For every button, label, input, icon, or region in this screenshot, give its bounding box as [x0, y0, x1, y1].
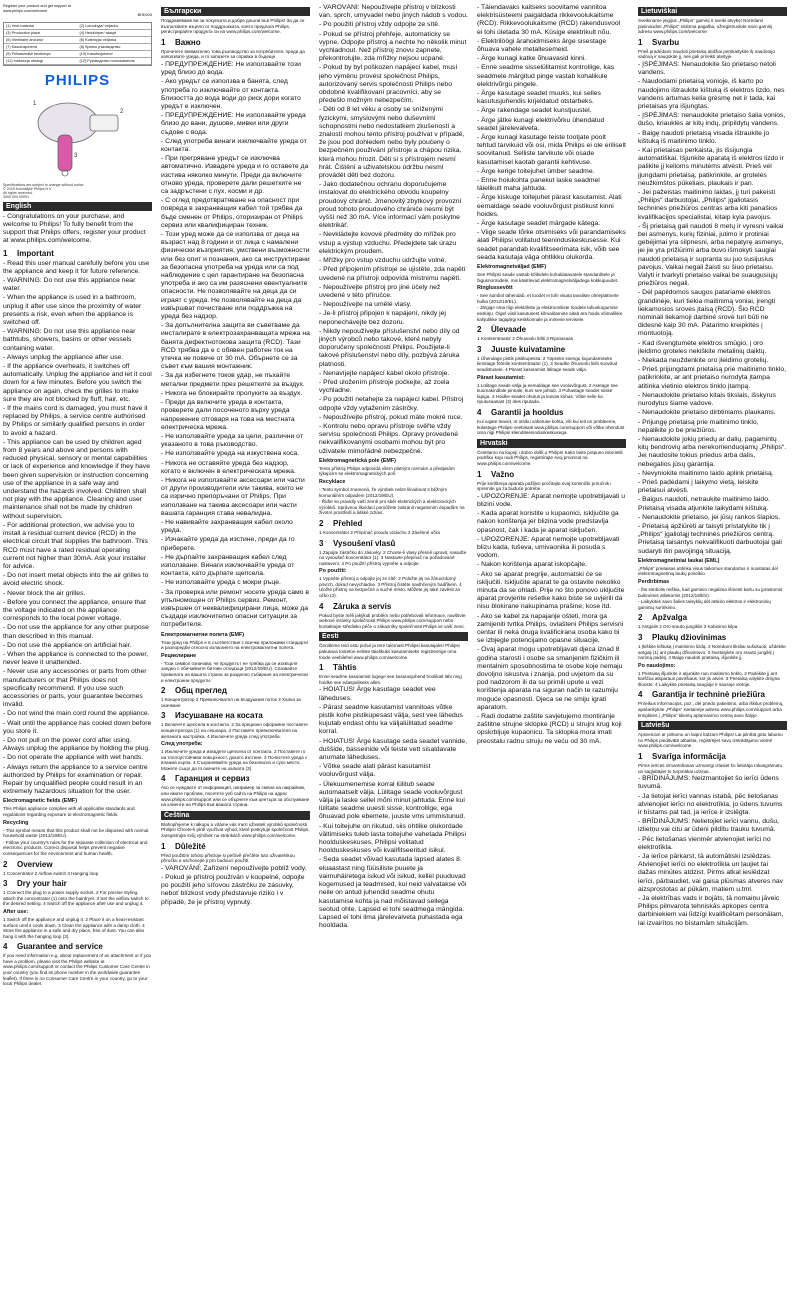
- small-paragraph: 1 Koncentrátor 2 Přepínač proudu vzduchu 3 Závěsné očko: [319, 529, 441, 535]
- small-paragraph: 1 Изключете уреда и извадете щепсела от контакта. 2 Поставете го на топлоустойчива повърхност, докато изстине. 3 Почистете уреда с влажна кърпа. 4 Съхранявайте уреда на безопасно и сухо място. Можете също да го окачите на халката (3).: [161, 749, 308, 771]
- section-heading: [638, 752, 787, 761]
- bullet-paragraph: - Always unplug the appliance after use.: [3, 354, 152, 362]
- small-paragraph: 1 Įkiškite kištuką į maitinimo lizdą. 2 Norėdami tiksliai sušukuoti, uždėkite antgalį (1) ant plaukų džiovintuvo. 3 Nustatykite oro srauto jungiklį į norimą padėtį. 4 Baigę naudoti prietaisą, išjunkite jį.: [638, 643, 786, 661]
- section-title: Garantii ja hooldus: [491, 408, 564, 417]
- legend-item: (8) Кратко ръководство: [78, 44, 152, 51]
- bullet-paragraph: - Enne seadme sisselülitamist kontrollige, kas seadmele märgitud pinge vastab kohalikule elektrivõrgu pingele.: [477, 64, 626, 89]
- section-title: Overview: [17, 859, 53, 869]
- small-paragraph: 1 Prietaisą išjunkite ir atjunkite nuo maitinimo tinklo. 2 Padėkite jį ant karščiui atsparaus paviršiaus, kol jis atvės. 3 Prietaisą valykite drėgna šluoste. 4 Laikykite prietaisą saugioje ir sausoje vietoje.: [638, 670, 780, 687]
- section-heading: [3, 860, 152, 869]
- bullet-paragraph: - HOIATUS! Ärge kasutage seda seadet vannide, duššide, basseinide või teiste vett sisaldavate anumate läheduses.: [319, 738, 468, 763]
- bullet-paragraph: - Niekada neuždenkite oro įleidimo grotelių.: [638, 357, 787, 365]
- bullet-paragraph: - When the appliance is used in a bathroom, unplug it after use since the proximity of water presents a risk, even when the appliance is switched off.: [3, 294, 152, 327]
- subheading: After use:: [3, 908, 29, 915]
- bullet-paragraph: - С оглед предотвратяване на опасност при повреда в захранващия кабел той трябва да бъде сменен от Philips, оторизиран от Philips сервиз или квалифициран техник.: [161, 197, 310, 230]
- small-paragraph: - This symbol means that this product shall not be disposed with normal household waste (2012/19/EU).: [3, 827, 149, 839]
- svg-text:1: 1: [32, 100, 36, 107]
- subheading: Elektromagnetväljad (EMF): [477, 264, 547, 271]
- bullet-paragraph: - VAROVÁNÍ: Zařízení nepoužívejte poblíž vody.: [161, 865, 310, 873]
- section-title: Přehled: [333, 518, 363, 528]
- bullet-paragraph: - Не използвайте уреда за цели, различни от указаното в това ръководство.: [161, 433, 310, 449]
- section-title: Важно: [175, 37, 201, 47]
- bullet-paragraph: - Always return the appliance to a service centre authorized by Philips for examination or repair. Repair by unqualified people could result in an extremely hazardous situation for the user.: [3, 764, 152, 797]
- bullet-paragraph: - Je-li přístroj připojen k napájení, nikdy jej neponechávejte bez dozoru.: [319, 310, 468, 326]
- section-title: Изсушаване на косата: [175, 711, 263, 721]
- section-heading: [161, 842, 310, 851]
- bullet-paragraph: - Jako dodatečnou ochranu doporučujeme instalovat do elektrického obvodu koupelny proudový chránič. Jmenovitý zbytkový provozní proud tohoto proudového chrániče nesmí být vyšší než 30 mA. Více informací vám poskytne elektrikář.: [319, 181, 468, 230]
- hairdryer-icon: [28, 95, 128, 177]
- small-paragraph: Поздравяваме ви за покупката и добре дошли във Philips! За да се възползвате изцяло от поддръжката, която предлага Philips, регистрирайте продукта си на www.philips.com/welcome.: [161, 18, 305, 35]
- subheading: След употреба:: [161, 741, 203, 748]
- subheading: Po použití:: [319, 568, 347, 575]
- legend-item: (5) Vientilaire ancurrur: [4, 37, 78, 44]
- svg-text:2: 2: [119, 108, 123, 115]
- section-number: 1: [3, 248, 8, 258]
- bullet-paragraph: - Prietaisą apžiūrėti ar taisyti pristatykite tik į „Philips“ įgaliotąjį techninės priežiūros centrą. Prietaisą taisantys nekvalifikuoti darbuotojai gali sudaryti itin pavojingą situaciją.: [638, 523, 787, 556]
- small-paragraph: 1 Концентратор 2 Превключвател на въздушния поток 3 Халка за окачване: [161, 697, 301, 708]
- bullet-paragraph: - Radi dodatne zaštite savjetujemo montiranje zaštitne strujne sklopke (RCD) u strujni krug koji opskrbljuje kupaonicu. Ta sklopka mora imati preostalu radnu struju ne veću od 30 mA.: [477, 713, 626, 746]
- bullet-paragraph: - Nenaudokite jokių priedų ar dalių, pagamintų kitų bendrovių arba nerekomenduojamų „Philips“. Jei naudosite tokius priedus arba dalis, nebegalios jūsų garantija.: [638, 436, 787, 469]
- bullet-paragraph: - Ако уредът се използва в банята, след употреба го изключвайте от контакта. Близостта до вода води до риск дори когато уредът е изключен.: [161, 78, 310, 111]
- footer-code: 3000 000 00091: [3, 194, 29, 199]
- section-number: 2: [477, 325, 482, 335]
- section-heading: [319, 519, 468, 528]
- footer-rights: All rights reserved.: [3, 190, 33, 195]
- small-paragraph: This Philips appliance complies with all applicable standards and regulations regarding exposure to electromagnetic fields.: [3, 806, 135, 817]
- section-heading: [477, 408, 626, 417]
- small-paragraph: Čestitamo na kupnji i dobro došli u Philips! Kako biste potpuno iskoristili podršku koju nudi Philips, registrirajte svoj proizvod na www.philips.com/welcome.: [477, 449, 623, 466]
- bullet-paragraph: - Ako se kabel za napajanje ošteti, mora ga zamijeniti tvrtka Philips, ovlašteni Philips servisni centar ili neka druga kvalificirana osoba kako bi se izbjegle potencijalno opasne situacije.: [477, 613, 626, 646]
- language-heading: Български: [161, 7, 310, 16]
- bullet-paragraph: - Nepoužívejte přístroj pro jiné účely než uvedené v této příručce.: [319, 284, 468, 300]
- bullet-paragraph: - For additional protection, we advise you to install a residual current device (RCD) in the electrical circuit that supplies the bathroom. This RCD must have a rated residual operating current not higher than 30mA. Ask your installer for advice.: [3, 522, 152, 571]
- language-heading: English: [3, 202, 152, 211]
- col1-body: [3, 202, 152, 987]
- col3-body: [319, 4, 468, 930]
- bullet-paragraph: - Nenaudokite prietaiso dirbtiniams plaukams.: [638, 409, 787, 417]
- bullet-paragraph: - Do not use the appliance on artificial hair.: [3, 642, 152, 650]
- bullet-paragraph: - Не използвайте уреда на изкуствена коса.: [161, 450, 310, 458]
- language-heading: Čeština: [161, 811, 310, 820]
- section-title: Juuste kuivatamine: [491, 344, 566, 354]
- bullet-paragraph: - Před připojením přístroje se ujistěte, zda napětí uvedené na přístroji odpovídá místnímu napětí.: [319, 266, 468, 282]
- bullet-paragraph: - ПРЕДУПРЕЖДЕНИЕ: Не използвайте този уред близо до вода.: [161, 61, 310, 77]
- bullet-paragraph: - Po použití netahejte za napájecí kabel. Přístroj odpojte vždy vytažením zástrčky.: [319, 396, 468, 412]
- column-3: [319, 4, 468, 1294]
- bullet-paragraph: - WARNING: Do not use this appliance near bathtubs, showers, basins or other vessels containing water.: [3, 328, 152, 353]
- section-title: Dry your hair: [17, 879, 67, 889]
- small-paragraph: 1 Zapojte zástrčku do zásuvky. 2 Chcete-li vlasy přesně upravit, nasaďte na vysoušeč koncentrátor (1). 3 Nastavte přepínač na požadované nastavení. 4 Po použití přístroj vypněte a odpojte.: [319, 549, 467, 566]
- section-heading: [3, 879, 152, 888]
- small-paragraph: 1 Antgalis 2 Oro srauto jungiklis 3 Kabinimo kilpa: [638, 624, 738, 630]
- section-heading: [319, 539, 468, 548]
- bullet-paragraph: - Nenaudokite prietaiso kitais tikslais, išskyrus nurodytus šiame vadove.: [638, 392, 787, 408]
- section-number: 4: [161, 774, 166, 784]
- section-number: 3: [477, 344, 482, 354]
- small-paragraph: 1 Lülitage seade välja ja eemaldage see vooluvõrgust. 2 Asetage see kuumakindlale pinnale, kuni see jahtub. 3 Puhastage seadet niiske lapiga. 4 Hoidke seadet ohutus ja kuivas kohas. Võite selle ka riputusaasast (3) üles riputada.: [477, 382, 618, 405]
- section-number: 3: [161, 711, 166, 721]
- small-paragraph: - Řiďte se pravidly vaší země pro sběr elektrických a elektronických výrobků. Správnou likvidací pomůžete zabránit negativním dopadům na životní prostředí a lidské zdraví.: [319, 499, 465, 516]
- small-paragraph: Apsveicam ar pirkumu un laipni lūdzam Philips! Lai pilnībā gūtu labumu no Philips piedāvātā atbalsta, reģistrējiet savu izstrādājumu vietnē www.philips.com/welcome.: [638, 732, 783, 749]
- bullet-paragraph: - Prieš padėdami į laikymo vietą, leiskite prietaisui atvėsti.: [638, 479, 787, 495]
- language-legend: [3, 22, 152, 66]
- bullet-paragraph: - Täiendavaks kaitseks soovitame vannitoa elektrisüsteemi paigaldada rikkevoolukaitsme (RCD). Rikkevoolukaitsme (RCD) rakendusvool ei tohi ületada 30 mA. Küsige elektrikult nõu.: [477, 4, 626, 37]
- legend-item: (11) Instrukcja obsługi: [4, 58, 78, 65]
- bullet-paragraph: - Kad išvengtumėte elektros smūgio, į oro įleidimo groteles nekiškite metalinių daiktų.: [638, 340, 787, 356]
- small-paragraph: 1 Vypněte přístroj a odpojte jej ze sítě. 2 Položte jej na žáruvzdorný povrch, dokud nevychladne. 3 Přístroj čistěte navlhčeným hadříkem. 4 Uložte přístroj na bezpečné a suché místo. Můžete jej také zavěsit za očko (3).: [319, 576, 462, 599]
- bullet-paragraph: - Congratulations on your purchase, and welcome to Philips! To fully benefit from the support that Philips offers, register your product at www.philips.com/welcome.: [3, 213, 152, 246]
- section-number: 4: [638, 690, 643, 700]
- small-paragraph: Enne seadme kasutamist lugege see kasutusjuhend hoolikalt läbi ning hoidke see edaspidiseks alles.: [319, 674, 462, 685]
- bullet-paragraph: - VAROVÁNÍ: Nepoužívejte přístroj v blízkosti van, sprch, umyvadel nebo jiných nádob s vodou.: [319, 4, 468, 20]
- section-number: 3: [638, 632, 643, 642]
- bullet-paragraph: - Do not use the appliance for any other purpose than described in this manual.: [3, 624, 152, 640]
- bullet-paragraph: - Ärge kunagi kasutage teiste tootjate poolt tehtud tarvikuid või osi, mida Philips ei ole eriliselt soovitanud. Selliste tarvikute või osade kasutamisel kaotab garantii kehtivuse.: [477, 134, 626, 167]
- bullet-paragraph: - UPOZORENJE: Aparat nemojte upotrebljavati u blizini vode.: [477, 493, 626, 509]
- small-paragraph: 1 Concentrator 2 Airflow switch 3 Hanging loop: [3, 870, 99, 876]
- bullet-paragraph: - Elektrilöögi ärahoidmiseks ärge sisestage õhuava vahele metallesemeid.: [477, 38, 626, 54]
- bullet-paragraph: - Ärge kasutage seadet märgade kätega.: [477, 220, 626, 228]
- subheading: Ringlussevõtt: [477, 285, 513, 292]
- section-title: Tähtis: [333, 663, 357, 673]
- small-paragraph: Õnnitleme teid ostu puhul ja tere tulemast Philipsi kasutajaks! Philipsi pakutava tootetoe eeliste täielikuks kasutamiseks registreerige oma toode veebilehel www.philips.com/welcome.: [319, 643, 460, 660]
- bullet-paragraph: - Ja elektrības vads ir bojāts, tā nomaiņu jāveic Philips pilnvarota tehniskās apkopes centra darbiniekiem vai līdzīgi kvalificētam personālam, lai izvairītos no bīstamām situācijām.: [638, 895, 787, 928]
- small-paragraph: Prieš pradėdami naudoti prietaisą atidžiai perskaitykite šį naudotojo vadovą ir saugokite jį, nes gali prireikti ateityje.: [638, 48, 775, 60]
- bullet-paragraph: - Prijungę prietaisą prie maitinimo tinklo, nepalikite jo be priežiūros.: [638, 419, 787, 435]
- bullet-paragraph: - Ärge kasutage seadet muuks, kui selles kasutusjuhendis kirjeldatud otstarbeks.: [477, 90, 626, 106]
- bullet-paragraph: - Baigus naudoti, netraukite maitinimo laido. Prietaisą visada atjunkite laikydami kištuką.: [638, 496, 787, 512]
- bullet-paragraph: - If the appliance overheats, it switches off automatically. Unplug the appliance and let it cool down for a few minutes. Before you switch the appliance on again, check the grilles to make sure they are not blocked by fluff, hair, etc.: [3, 363, 152, 404]
- subheading: Recycling: [3, 819, 29, 826]
- column-1: [3, 4, 152, 1294]
- small-paragraph: Tento přístroj Philips odpovídá všem platným normám a předpisům týkajícím se elektromagnetických polí.: [319, 465, 455, 477]
- column-2: [161, 4, 310, 1294]
- legend-item: (10) Kasutusjuhend: [78, 51, 152, 58]
- section-heading: [3, 942, 152, 951]
- bullet-paragraph: - Před uložením přístroje počkejte, až zcela vychladne.: [319, 379, 468, 395]
- bullet-paragraph: - Kai prietaisas perkaista, jis išsijungia automatiškai. Išjunkite aparatą iš elektros lizdo ir palikite jį kelioms minutėms atvėsti. Prieš vėl įjungdami prietaisą, patikrinkite, ar grotelės neužkimštos pūkeliais, plaukais ir pan.: [638, 147, 787, 188]
- bullet-paragraph: - Mřížky pro vstup vzduchu udržujte volné.: [319, 257, 468, 265]
- section-number: 4: [3, 942, 8, 952]
- section-number: 1: [477, 469, 482, 479]
- section-heading: [161, 686, 310, 695]
- small-paragraph: - Този символ означава, че продуктът не трябва да се изхвърля заедно с обичайните битови отпадъци (2012/19/EU). Спазвайте правилата на вашата страна за разделно събиране на електрически и електронни продукти.: [161, 660, 308, 683]
- section-number: 1: [319, 663, 324, 673]
- section-heading: [319, 663, 468, 672]
- bullet-paragraph: - При прегряване уредът се изключва автоматично. Извадете уреда и го оставете да изстива няколко минути. Преди да включите отново уреда, проверете дали решетките не са задръстени с пух, косми и др.: [161, 155, 310, 196]
- small-paragraph: - Tento symbol znamená, že výrobek nelze likvidovat s běžným komunálním odpadem (2012/19/EU).: [319, 486, 448, 498]
- language-heading: Hrvatski: [477, 439, 626, 448]
- section-heading: [161, 711, 310, 720]
- philips-logo: PHILIPS: [44, 71, 111, 89]
- small-paragraph: 1 Включете щепсела в контакта. 2 За прецизно оформяне поставете концентратора (1) на сешоара. 3 Поставете превключвателя на желаната настройка. 4 Изключете уреда след употреба.: [161, 722, 308, 739]
- bullet-paragraph: - Никога не оставяйте уреда без надзор, когато е включен в електрическата мрежа.: [161, 460, 310, 476]
- section-title: Гаранция и сервиз: [175, 774, 250, 784]
- small-paragraph: 1 Connect the plug to a power supply socket. 2 For precise styling, attach the concentrator (1) onto the hairdryer. 3 Set the airflow switch to the desired setting. 4 Switch off the appliance after use and unplug it.: [3, 890, 149, 907]
- bullet-paragraph: - Ärge jätke kunagi elektrivõrku ühendatud seadet järelevalveta.: [477, 117, 626, 133]
- bullet-paragraph: - Do not insert metal objects into the air grilles to avoid electric shock.: [3, 572, 152, 588]
- bullet-paragraph: - Kui toitejuhe on rikutud, siis ohtlike olukordade vältimiseks tuleb lasta toitejuhe vahetada Philipsi hoolduskeskuses, Philipsi volitatud hoolduskeskuses või kvalifitseeritud isikul.: [319, 823, 468, 856]
- small-paragraph: - Šis simbolis reiškia, kad gaminio negalima išmesti kartu su įprastomis buitinėmis atliekomis (2012/19/ES).: [638, 586, 783, 598]
- bullet-paragraph: - Никога не използвайте аксесоари или части от други производители или такива, които не са изрично препоръчани от Philips. При използване на такива аксесоари или части вашата гаранция става невалидна.: [161, 477, 310, 518]
- bullet-paragraph: - Dėl papildomos saugos patariame elektros grandinėje, kuri tiekia maitinimą voniai, įrengti liekamosios srovės įtaisą (RCD). Šio RCD nominali liekamoji darbinė srovė turi būti ne didesnė kaip 30 mA. Patarimo kreipkitės į montuotoją.: [638, 289, 787, 338]
- bullet-paragraph: - BRĪDINĀJUMS: Nelietojiet ierīci vannu, dušu, izlietņu vai citu ar ūdeni pildītu trauku tuvumā.: [638, 818, 787, 834]
- section-number: 3: [319, 538, 324, 548]
- section-heading: [477, 470, 626, 479]
- bullet-paragraph: - Before you connect the appliance, ensure that the voltage indicated on the appliance corresponds to the local power voltage.: [3, 599, 152, 624]
- header-url[interactable]: www.philips.com/welcome: [3, 8, 48, 13]
- bullet-paragraph: - Nepoužívejte přístroj, pokud máte mokré ruce.: [319, 414, 468, 422]
- hairdryer-illustration: [28, 95, 128, 177]
- section-number: 2: [638, 613, 643, 623]
- section-title: Important: [17, 248, 54, 258]
- section-title: Apžvalga: [652, 613, 688, 623]
- section-heading: [161, 38, 310, 47]
- bullet-paragraph: - Võtke seade alati pärast kasutamist vooluvõrgust välja.: [319, 763, 468, 779]
- bullet-paragraph: - Kada aparat koristite u kupaonici, isključite ga nakon korištenja jer blizina vode predstavlja opasnost, čak i kada je aparat isključen.: [477, 510, 626, 535]
- legend-item: (6) Kotelnyja/ veljarka: [78, 37, 152, 44]
- section-number: 2: [319, 518, 324, 528]
- small-paragraph: Pokud byste měli jakýkoli problém nebo potřebovali informace, navštivte webové stránky společnosti Philips www.philips.com/support nebo kontaktujte středisko péče o zákazníky společnosti Philips ve vaší zemi.: [319, 612, 466, 629]
- bullet-paragraph: - Ovaj aparat mogu upotrebljavati djeca iznad 8 godina starosti i osobe sa smanjenim fizičkim ili mentalnim sposobnostima te osobe koje nemaju dovoljno iskustva i znanja, pod uvjetom da su pod nadzorom ili da su primili upute u vezi korištenja aparata na siguran način te razumiju moguće opasnosti. Djeca se ne smiju igrati aparatom.: [477, 646, 626, 712]
- bullet-paragraph: - След употреба винаги изключвайте уреда от контакта.: [161, 138, 310, 154]
- section-number: 4: [477, 408, 482, 417]
- legend-item: (3) Production place: [4, 30, 78, 37]
- section-heading: [319, 602, 468, 611]
- bullet-paragraph: - Never use any accessories or parts from other manufacturers or that Philips does not specifically recommend. If you use such accessories or parts, your guarantee becomes invalid.: [3, 668, 152, 709]
- bullet-paragraph: - If the mains cord is damaged, you must have it replaced by Philips, a service centre authorised by Philips or similarly qualified persons in order to avoid a hazard.: [3, 405, 152, 438]
- bullet-paragraph: - Seda seadet võivad kasutada lapsed alates 8. eluaastast ning füüsiliste puuete ja vaimuhäiretega isikud või isikud, kellel puuduvad kogemused ja teadmised, kui neid valvatakse või neile on antud juhendid seadme ohutu kasutamise kohta ja nad mõistavad sellega seotud ohte. Lapsed ei tohi seadmega mängida. Lapsed ei tohi ilma järelevalveta puhastada ega hooldada.: [319, 856, 468, 930]
- small-paragraph: Pirms ierīces izmantošanas uzmanīgi izlasiet šo lietotāja rokasgrāmatu un saglabājiet to turpmākai uzziņai.: [638, 763, 782, 774]
- bullet-paragraph: - За проверка или ремонт носете уреда само в упълномощен от Philips сервиз. Ремонт, извършен от неквалифицирани лица, може да създаде изключително опасни ситуации за потребителя.: [161, 589, 310, 630]
- small-paragraph: Blahopřejeme k nákupu a vítáme vás mezi uživateli výrobků společnosti Philips! Chcete-li plně využívat výhod, které poskytuje společnost Philips, zaregistrujte svůj výrobek na stránkách www.philips.com/welcome.: [161, 821, 310, 839]
- footer-note: Specifications are subject to change without notice: [3, 182, 84, 187]
- header-register: Register your product and get support at: [3, 4, 71, 8]
- bullet-paragraph: - Šį prietaisą gali naudoti 8 metų ir vyresni vaikai bei asmenys, kurių fiziniai, jutimo ir protiniai gebėjimai yra silpnesni, arba nepatyrę asmenys, jei jie yra prižiūrimi arba buvo išmokyti saugiai naudoti prietaisą ir supranta su juo susijusius pavojus. Vaikai negali žaisti su šiuo prietaisu. Valyti ir tvarkyti prietaiso vaikai be suaugusiųjų priežiūros negali.: [638, 223, 787, 289]
- language-heading: Lietuviškai: [638, 7, 787, 16]
- section-number: 1: [161, 841, 166, 851]
- bullet-paragraph: - Wait until the appliance has cooled down before you store it.: [3, 720, 152, 736]
- subheading: Електромагнитни полета (EMF): [161, 631, 245, 638]
- bullet-paragraph: - Ja ierīce pārkarst, tā automātiski izslēdzas. Atvienojiet ierīci no elektrotīkla un ļaujiet tai dažas minūtes atdzist. Pirms atkal ieslēdzat ierīci, pārbaudiet, vai gaisa plūsmas atveres nav aizsprostotas ar pūkām, matiem u.tml.: [638, 853, 787, 894]
- bullet-paragraph: - Преди да включите уреда в контакта, проверете дали посоченото върху уреда напрежение отговаря на това на местната електрическа мрежа.: [161, 399, 310, 432]
- section-heading: [638, 613, 787, 622]
- section-number: 1: [161, 37, 166, 47]
- section-heading: [3, 249, 152, 258]
- bullet-paragraph: - Read this user manual carefully before you use the appliance and keep it for future reference.: [3, 260, 152, 276]
- bullet-paragraph: - Ärge kiskuge toitejuhet pärast kasutamist. Alati eemaldage seade vooluvõrgust pistikust kinni hoides.: [477, 194, 626, 219]
- model-number: BHD003: [137, 13, 152, 18]
- language-heading: Latviešu: [638, 721, 787, 730]
- section-heading: [161, 774, 310, 783]
- bullet-paragraph: - Never block the air grilles.: [3, 590, 152, 598]
- subheading: Recyklace: [319, 478, 346, 485]
- bullet-paragraph: - Pärast seadme kasutamist vannitoas võtke pistik kohe pistikupesast välja, sest vee lähedus kujutab endast ohtu ka väljalülitatud seadme korral.: [319, 704, 468, 737]
- bullet-paragraph: - Jei pažeistas maitinimo laidas, jį turi pakeisti „Philips“ darbuotojai, „Philips“ įgaliotasis techninės priežiūros centras arba kiti panašios kvalifikacijos specialistai, kitaip kyla pavojus.: [638, 189, 787, 222]
- legend-item: (2) Lomolnyja/ veljarka: [78, 23, 152, 30]
- bullet-paragraph: - HOIATUS! Ärge kasutage seadet vee läheduses.: [319, 686, 468, 702]
- bullet-paragraph: - Nakon korištenja aparat iskopčajte.: [477, 561, 626, 569]
- section-title: Общ преглед: [175, 686, 227, 696]
- subheading: Elektromagnetická pole (EMF): [319, 457, 396, 464]
- small-paragraph: 1 Ühendage pistik pistikupessa. 2 Täpseks soengu kujundamiseks kinnitage föönile kontsentraator (1). 3 Seadke õhuvoolu lüliti soovitud seadistusele. 4 Pärast kasutamist lülitage seade välja.: [477, 355, 618, 373]
- small-paragraph: See Philipsi seade vastab kõikidele kohaldatavatele standarditele ja õigusnormidele, mis käsitlevad elektromagnetväljadega kokkupuudet.: [477, 272, 619, 283]
- bullet-paragraph: - Do not pull on the power cord after using. Always unplug the appliance by holding the plug.: [3, 737, 152, 753]
- section-title: Důležité: [175, 841, 206, 851]
- bullet-paragraph: - Nevkládejte kovové předměty do mřížek pro vstup a výstup vzduchu. Předejdete tak úrazu elektrickým proudem.: [319, 231, 468, 256]
- bullet-paragraph: - Не навивайте захранващия кабел около уреда.: [161, 519, 310, 535]
- section-title: Važno: [491, 469, 515, 479]
- bullet-paragraph: - Po použití přístroj vždy odpojte ze sítě.: [319, 21, 468, 29]
- bullet-paragraph: - Nenaudokite prietaiso, jei jūsų rankos šlapios.: [638, 514, 787, 522]
- bullet-paragraph: - Nenavíjejte napájecí kabel okolo přístroje.: [319, 370, 468, 378]
- small-paragraph: If you need information e.g. about replacement of an attachment or if you have a problem, please visit the Philips website at www.philips.com/support or contact the Philips Customer Care Centre in your country (you find its phone number in the worldwide guarantee leaflet). If there is no Consumer Care Centre in your country, go to your local Philips dealer.: [3, 953, 152, 987]
- small-paragraph: Прочетете внимателно това ръководство за потребителя, преди да използвате уреда, и го запазете за справка в бъдеще.: [161, 48, 305, 60]
- subheading: Elektromagnetiniai laukai (EML): [638, 557, 720, 564]
- bullet-paragraph: - Ja lietojat ierīci vannas istabā, pēc lietošanas atvienojiet ierīci no elektrotīkla, jo ūdens tuvums ir bīstams pat tad, ja ierīce ir izslēgta.: [638, 793, 787, 818]
- small-paragraph: - Laikykitės savo šalies taisyklių dėl atskiro elektros ir elektroninių gaminių surinkimo.: [638, 599, 771, 610]
- bullet-paragraph: - WARNING: Do not use this appliance near water.: [3, 277, 152, 293]
- bullet-paragraph: - Do not wind the main cord round the appliance.: [3, 710, 152, 718]
- bullet-paragraph: - ĮSPĖJIMAS: nenaudokite prietaiso šalia vonios, dušo, kriauklės ar kitų indų, pripildytų vandens.: [638, 112, 787, 128]
- bullet-paragraph: - ПРЕДУПРЕЖДЕНИЕ: Не използвайте уреда близо до вани, душове, мивки или други съдове с вода.: [161, 112, 310, 137]
- col4-body: [477, 4, 626, 746]
- section-title: Ülevaade: [491, 325, 527, 335]
- subheading: Po naudojimo:: [638, 662, 676, 669]
- section-title: Guarantee and service: [17, 942, 103, 952]
- section-title: Záruka a servis: [333, 601, 392, 611]
- col5-body: [638, 7, 787, 928]
- section-heading: [638, 633, 787, 642]
- small-paragraph: 1 Kontsentraator 2 Õhuvoolu lüliti 3 Riputusaas: [477, 336, 574, 342]
- bullet-paragraph: - Pokud se přístroj přehřeje, automaticky se vypne. Odpojte přístroj a nechte ho několik minut vychladnout. Než přístroj znovu zapnete, překontrolujte, zda mřížky nejsou ucpané.: [319, 31, 468, 64]
- section-number: 2: [3, 859, 8, 869]
- bullet-paragraph: - Pokud je přístroj používán v koupelně, odpojte po použití jeho síťovou zástrčku ze zásuvky, neboť blízkost vody představuje riziko i v případě, že je přístroj vypnutý.: [161, 874, 310, 907]
- bullet-paragraph: - Изчакайте уреда да изстине, преди да го приберете.: [161, 536, 310, 552]
- legend-item: (4) Heizkörper/ ataupt: [78, 30, 152, 37]
- section-heading: [638, 38, 787, 47]
- section-title: Vysoušení vlasů: [333, 538, 396, 548]
- bullet-paragraph: - BRĪDINĀJUMS: Neizmantojiet šo ierīci ūdens tuvumā.: [638, 775, 787, 791]
- bullet-paragraph: - Naudodami prietaisą vonioje, iš karto po naudojimo ištraukite kištuką iš elektros lizdo, nes vandens artumas kelia grėsmę net ir tada, kai prietaisas yra išjungtas.: [638, 78, 787, 111]
- bullet-paragraph: - Baigę naudoti prietaisą visada ištraukite jo kištuką iš maitinimo tinklo.: [638, 130, 787, 146]
- bullet-paragraph: - UPOZORENJE: Aparat nemojte upotrebljavati blizu kada, tuševa, umivaonika ili posuda s vodom.: [477, 536, 626, 561]
- small-paragraph: Před použitím tohoto přístroje si pečlivě přečtěte tuto uživatelskou příručku a uschovejte ji pro budoucí použití.: [161, 852, 295, 864]
- subheading: Perdirbimas: [638, 578, 670, 585]
- bullet-paragraph: - За да избегнете токов удар, не пъхайте метални предмети през решетките за въздух.: [161, 372, 310, 388]
- small-paragraph: Sveikiname įsigijus „Philips“ gaminį ir sveiki atvykę! Norėdami pasinaudoti „Philips“ siūloma pagalba, užregistruokite savo gaminį adresu www.philips.com/welcome.: [638, 18, 773, 35]
- col2-body: [161, 7, 310, 907]
- bullet-paragraph: - Pēc lietošanas vienmēr atvienojiet ierīci no elektrotīkla.: [638, 836, 787, 852]
- small-paragraph: Този уред на Philips е в съответствие с всички приложими стандарти и разпоредби относно излагането на електромагнитни полета.: [161, 639, 308, 651]
- subheading: Рециклиране: [161, 652, 197, 659]
- svg-text:3: 3: [73, 152, 77, 159]
- small-paragraph: Kui vajate teavet, nt otsiku vahetuse kohta, või kui teil on probleeme, külastage Philipsi veebisaiti www.philips.com/support või võtke ühendust oma riigi Philipsi klienditeeninduskeskusega.: [477, 419, 625, 436]
- section-heading: [477, 325, 626, 334]
- subheading: Electromagnetic fields (EMF): [3, 798, 77, 805]
- bullet-paragraph: - Kontrolu nebo opravu přístroje svěřte vždy servisu společnosti Philips. Opravy provedené nekvalifikovanými osobami mohou být pro uživatele mimořádně nebezpečné.: [319, 423, 468, 456]
- legend-item: (9) Felhasználói kézikönyv: [4, 51, 78, 58]
- small-paragraph: 1 Switch off the appliance and unplug it. 2 Place it on a heat-resistant surface until it cools down. 3 Clean the appliance with a damp cloth. 4 Store the appliance in a safe and dry place, free of dust. You can also hang it with the hanging loop (3).: [3, 916, 145, 939]
- legend-item: (7) Kasutusjuhend: [4, 44, 78, 51]
- language-heading: Eesti: [319, 632, 468, 641]
- section-number: 4: [319, 601, 324, 611]
- small-paragraph: „Philips“ prietaisas atitinka visus taikomus standartus ir nuostatas dėl elektromagnetinių laukų poveikio.: [638, 565, 778, 577]
- bullet-paragraph: - Děti od 8 let věku a osoby se sníženými fyzickými, smyslovými nebo duševními schopnostmi nebo nedostatkem zkušeností a znalostí mohou tento přístroj používat v případě, že jsou pod dohledem nebo byly poučeny o bezpečném používání přístroje a chápou rizika, která mohou hrozit. Děti si s přístrojem nesmí hrát. Čištění a uživatelskou údržbu nesmí provádět děti bez dozoru.: [319, 106, 468, 180]
- bullet-paragraph: - Ärge kerige toitejuhet ümber seadme.: [477, 168, 626, 176]
- section-number: 1: [638, 37, 643, 47]
- bullet-paragraph: - When the appliance is connected to the power, never leave it unattended.: [3, 651, 152, 667]
- footer-copyright: © 2018 Koninklijke Philips N.V.: [3, 186, 53, 191]
- bullet-paragraph: - За допълнителна защита ви съветваме да инсталирате в електрозахранващата мрежа на банята дефектнотокова защита (RCD). Тази RCD трябва да е с обявен работен ток на утечка не повече от 30 mA. Обърнете се за съвет към вашия монтажник.: [161, 322, 310, 371]
- bullet-paragraph: - Nevyniokite maitinimo laido aplink prietaisą.: [638, 470, 787, 478]
- bullet-paragraph: - Ülekuumenemise korral lülitub seade automaatselt välja. Lülitage seade vooluvõrgust välja ja laske sellel mõni minut jahtuda. Enne kui lülitate seadme uuesti sisse, kontrollige, ega õhuavad pole ebemete, juuste vms ummistunud.: [319, 781, 468, 822]
- section-number: 2: [161, 686, 166, 696]
- small-paragraph: Ако се нуждаете от информация, например за смяна на накрайник, или имате проблем, посетете уеб сайта на Philips на адрес www.philips.com/support или се обърнете към центъра за обслужване на клиенти на Philips във вашата страна.: [161, 785, 310, 808]
- section-heading: [638, 690, 787, 699]
- bullet-paragraph: - Не дърпайте захранващия кабел след използване. Винаги изключвайте уреда от контакта, като дърпате щепсела.: [161, 554, 310, 579]
- bullet-paragraph: - Ärge rakendage seadet kunstjuustel.: [477, 107, 626, 115]
- section-title: Garantija ir techninė priežiūra: [652, 690, 765, 700]
- bullet-paragraph: - Enne hoiukohta panekut laske seadmel täielikult maha jahtuda.: [477, 177, 626, 193]
- bullet-paragraph: - Nepoužívejte na umělé vlasy.: [319, 301, 468, 309]
- legend-item: (1) Vent material: [4, 23, 78, 30]
- section-title: Svarīga informācija: [652, 752, 726, 762]
- section-number: 3: [3, 879, 8, 889]
- bullet-paragraph: - Prieš prijungdami prietaisą prie maitinimo tinklo, patikrinkite, ar ant prietaiso nurodyta įtampa atitinka vietinio elektros tinklo įtampą.: [638, 366, 787, 391]
- small-paragraph: Prije korištenja aparata pažljivo pročitajte ovaj korisnički priručnik i spremite ga za buduće potrebe.: [477, 480, 612, 492]
- bullet-paragraph: - Не използвайте уреда с мокри ръце.: [161, 579, 310, 587]
- bullet-paragraph: - Nikdy nepoužívejte příslušenství nebo díly od jiných výrobců nebo takové, které nebyly doporučeny společností Philips. Použijete-li takové příslušenství nebo díly, pozbývá záruka platnosti.: [319, 328, 468, 369]
- section-number: 1: [638, 752, 643, 762]
- section-title: Svarbu: [652, 37, 680, 47]
- bullet-paragraph: - Pokud by byl poškozen napájecí kabel, musí jeho výměnu provést společnost Philips, autorizovaný servis společnosti Philips nebo obdobně kvalifikovaní pracovníci, aby se předešlo možným nebezpečím.: [319, 64, 468, 105]
- bullet-paragraph: - This appliance can be used by children aged from 8 years and above and persons with reduced physical, sensory or mental capabilities or lack of experience and knowledge if they have been given supervision or instruction concerning use of the appliance in a safe way and understand the hazards involved. Children shall not play with the appliance. Cleaning and user maintenance shall not be made by children without supervision.: [3, 439, 152, 521]
- bullet-paragraph: - ĮSPĖJIMAS: Nenaudokite šio prietaiso netoli vandens.: [638, 61, 787, 77]
- column-4: [477, 4, 626, 1294]
- small-paragraph: - Järgige oma riigi elektriliste ja elektrooniliste toodete lahuskogumise eeskirju. Õigel viisil kasutusest kõrvaldamine aitab ära hoida võimalikke kahjulikke tagajärgi keskkonnale ja inimese tervisele.: [477, 305, 623, 322]
- section-title: Plaukų džiovinimas: [652, 632, 727, 642]
- bullet-paragraph: - Do not operate the appliance with wet hands.: [3, 754, 152, 762]
- bullet-paragraph: - Никога не блокирайте пролуките за въздух.: [161, 390, 310, 398]
- subheading: Pärast kasutamist:: [477, 374, 525, 381]
- small-paragraph: Prireikus informacijos, pvz., dėl priedo pakeitimo, arba iškilus problemų, apsilankykite „Philips“ svetainėje adresu www.philips.com/support arba kreipkitės į „Philips“ klientų aptarnavimo centrą savo šalyje.: [638, 701, 784, 718]
- bullet-paragraph: - Ärge kunagi katke õhuavasid kinni.: [477, 55, 626, 63]
- section-heading: [477, 345, 626, 354]
- bullet-paragraph: - Viige seade tõrke otsimiseks või parandamiseks alati Philipsi volitatud teeninduskeskusesse. Kui seadet parandab kvalifitseerimata isik, võib see seada kasutaja väga ohtlikku olukorda.: [477, 229, 626, 262]
- small-paragraph: - Follow your country's rules for the separate collection of electrical and electronic products. Correct disposal helps prevent negative consequences for the environment and human health.: [3, 839, 148, 856]
- small-paragraph: - See sümbol tähendab, et toodet ei tohi visata tavaliste olmejäätmete hulka (2012/19/EL).: [477, 293, 619, 304]
- column-5: [638, 4, 787, 1294]
- bullet-paragraph: - Този уред може да се използва от деца на възраст над 8 години и от лица с намалени физически възприятия, умствени възможности или без опит и познания, ако са инструктирани за безопасна употреба на уреда или са под наблюдение с цел гарантиране на безопасна употреба и ако са им разяснени евентуалните опасности. Не позволявайте на деца да си играят с уреда. Не позволявайте на деца да извършват почистване или поддръжка на уреда без надзор.: [161, 231, 310, 321]
- bullet-paragraph: - Ako se aparat pregrije, automatski će se isključiti. Isključite aparat te ga ostavite nekoliko minuta da se ohladi. Prije no što ponovo uključite aparat provjerite rešetke kako biste se uvjerili da nisu blokirane nakupinama prašine, kose itd.: [477, 571, 626, 612]
- legend-item: (12) Руководство пользователя: [78, 58, 152, 65]
